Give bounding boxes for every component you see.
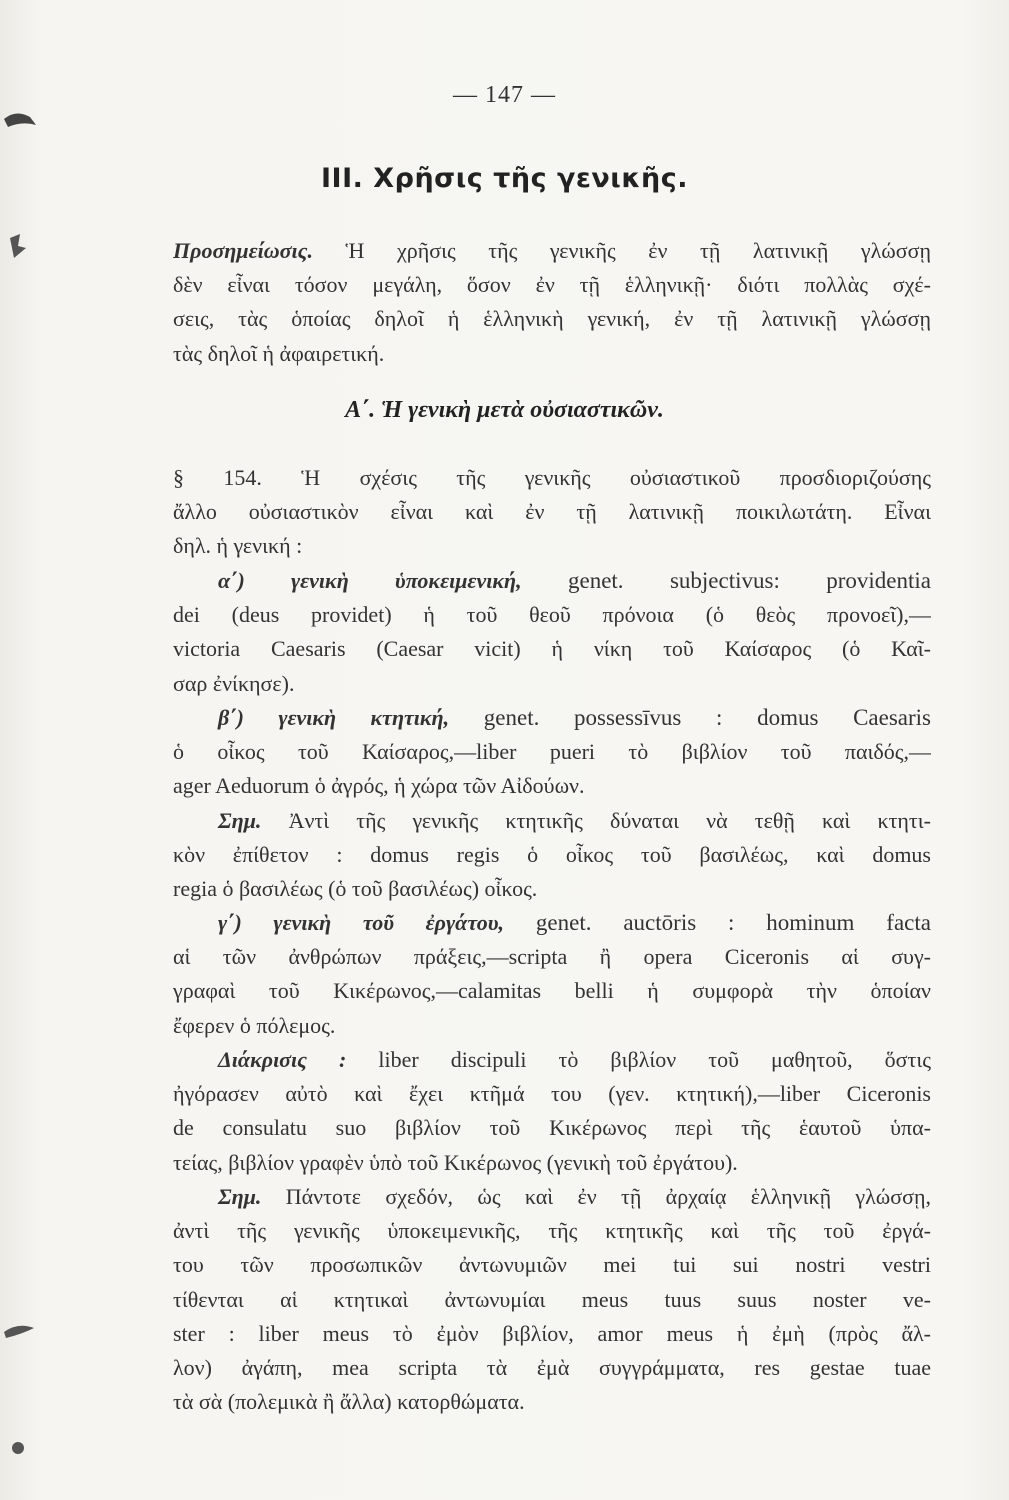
- item-label: β΄) γενικὴ κτητική,: [218, 705, 450, 730]
- distinction-label: Διάκρισις :: [218, 1047, 347, 1072]
- page-number: — 147 —: [453, 82, 556, 108]
- scan-blemish-icon: [6, 1436, 30, 1460]
- item-label: γ΄) γενικὴ τοῦ ἐργάτου,: [218, 910, 505, 935]
- paragraph-154: § 154. Ἡ σχέσις τῆς γενικῆς οὐσιαστικοῦ προσδιοριζούσης ἄλλο οὐσιαστικὸν εἶναι καὶ ἐν τῇ λατινικῇ ποικιλωτάτη. Εἶναι δηλ. ἡ γενική :: [173, 465, 931, 559]
- item-label: α΄) γενικὴ ὑποκειμενική,: [218, 568, 522, 593]
- scan-blemish-icon: [0, 1316, 40, 1346]
- item-possessive-genitive: β΄) γενικὴ κτητική, genet. possessīvus : domus Caesaris ὁ οἶκος τοῦ Καίσαρος,—liber pueri τὸ βιβλίον τοῦ παιδός,— ager Aeduorum ὁ ἀγρός, ἡ χώρα τῶν Αἰδούων.: [173, 705, 931, 799]
- chapter-title: III. Χρῆσις τῆς γενικῆς.: [321, 163, 688, 194]
- scan-blemish-icon: [0, 105, 40, 135]
- item-subjective-genitive: α΄) γενικὴ ὑποκειμενική, genet. subjectivus: providentia dei (deus providet) ἡ τοῦ θεοῦ πρόνοια (ὁ θεὸς προνοεῖ),— victoria Caesaris (Caesar vicit) ἡ νίκη τοῦ Καίσαρος (ὁ Καῖ- σαρ ἐνίκησε).: [173, 568, 931, 696]
- note-possessive-pronouns: Σημ. Πάντοτε σχεδόν, ὡς καὶ ἐν τῇ ἀρχαίᾳ ἑλληνικῇ γλώσσῃ, ἀντὶ τῆς γενικῆς ὑποκειμενικῆς, τῆς κτητικῆς καὶ τῆς τοῦ ἐργά- του τῶν προσωπικῶν ἀντωνυμιῶν mei tui sui nostri vestri τίθενται αἱ κτητικαὶ ἀντωνυμίαι meus tuus suus noster ve- ster : liber meus τὸ ἐμὸν βιβλίον, amor meus ἡ ἐμὴ (πρὸς ἄλ- λον) ἀγάπη, mea scripta τὰ ἐμὰ συγγράμματα, res gestae tuae τὰ σὰ (πολεμικὰ ἢ ἄλλα) κατορθώματα.: [173, 1184, 931, 1415]
- item-author-genitive: γ΄) γενικὴ τοῦ ἐργάτου, genet. auctōris : hominum facta αἱ τῶν ἀνθρώπων πράξεις,—scripta ἢ opera Ciceronis αἱ συγ- γραφαὶ τοῦ Κικέρωνος,—calamitas belli ἡ συμφορὰ τὴν ὁποίαν ἔφερεν ὁ πόλεμος.: [173, 910, 931, 1038]
- scan-blemish-icon: [2, 232, 32, 262]
- distinction-paragraph: Διάκρισις : liber discipuli τὸ βιβλίον τοῦ μαθητοῦ, ὅστις ἠγόρασεν αὐτὸ καὶ ἔχει κτῆμά του (γεν. κτητική),—liber Ciceronis de consulatu suo βιβλίον τοῦ Κικέρωνος περὶ τῆς ἑαυτοῦ ὑπα- τείας, βιβλίον γραφὲν ὑπὸ τοῦ Κικέρωνος (γενικὴ τοῦ ἐργάτου).: [173, 1047, 931, 1175]
- section-heading: Α΄. Ἡ γενικὴ μετὰ οὐσιαστικῶν.: [345, 397, 664, 423]
- note-label: Σημ.: [218, 808, 262, 833]
- note-label: Σημ.: [218, 1184, 262, 1209]
- intro-paragraph: Προσημείωσις. Ἡ χρῆσις τῆς γενικῆς ἐν τῇ λατινικῇ γλώσσῃ δὲν εἶναι τόσον μεγάλη, ὅσον ἐν τῇ ἑλληνικῇ· διότι πολλὰς σχέ- σεις, τὰς ὁποίας δηλοῖ ἡ ἑλληνικὴ γενική, ἐν τῇ λατινικῇ γλώσσῃ τὰς δηλοῖ ἡ ἀφαιρετική.: [173, 238, 931, 366]
- note-possessive-adjective: Σημ. Ἀντὶ τῆς γενικῆς κτητικῆς δύναται νὰ τεθῇ καὶ κτητι- κὸν ἐπίθετον : domus regis ὁ οἶκος τοῦ βασιλέως, καὶ domus regia ὁ βασιλέως (ὁ τοῦ βασιλέως) οἶκος.: [173, 808, 931, 902]
- intro-label: Προσημείωσις.: [173, 238, 313, 263]
